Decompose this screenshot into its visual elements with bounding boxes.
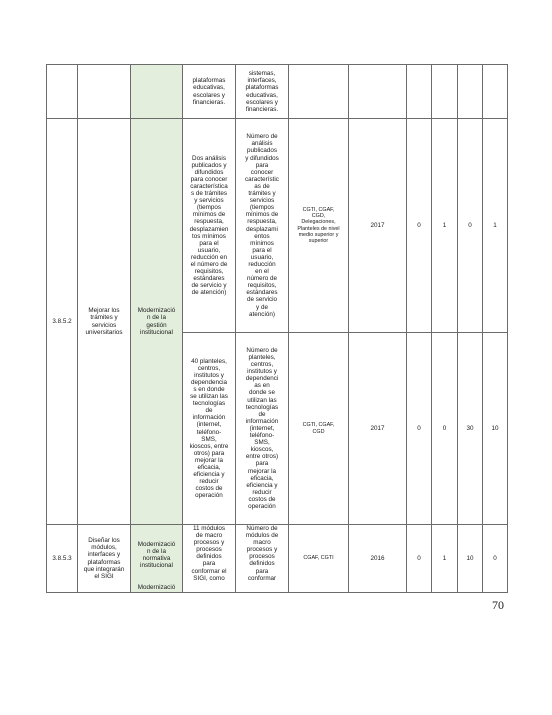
action-cell (78, 65, 131, 119)
code-cell (47, 65, 78, 119)
responsible-cell: CGAF, CGTI (289, 525, 349, 593)
value-cell (483, 65, 508, 119)
value-cell: 10 (458, 525, 483, 593)
table-row (47, 525, 508, 593)
action-cell: Diseñar los módulos, interfaces y plataformas que integrarán el SIGI (78, 525, 131, 593)
responsible-cell (289, 65, 349, 119)
value-cell: 0 (407, 525, 432, 593)
planning-table (46, 64, 508, 593)
responsible-cell: CGTI, CGAF, CGD, Delegaciones, Planteles de nivel medio superior y superior (289, 119, 349, 333)
category-cell: Modernizació n de la gestión institucional (131, 119, 183, 525)
category-text: Modernizació n de la normativa institucional (137, 540, 176, 570)
year-cell: 2016 (349, 525, 407, 593)
category-continuation-text: Modernizació (137, 583, 176, 591)
goal-cell: 11 módulos de macro procesos y procesos definidos para conformar el SIGI, como (183, 525, 236, 593)
category-cell (131, 525, 183, 593)
value-cell (407, 65, 432, 119)
value-cell: 0 (458, 119, 483, 333)
value-cell: 0 (483, 525, 508, 593)
indicator-cell: Número de módulos de macro procesos y procesos definidos para conformar (236, 525, 289, 593)
code-cell: 3.8.5.3 (47, 525, 78, 593)
indicator-cell: Número de planteles, centros, institutos y dependenci as en donde se utilizan las tecnologías de información (internet, teléfono- SMS, kioscos, entre otros) para mejorar la eficacia, eficiencia y reducir costos de operación (236, 333, 289, 525)
value-cell: 0 (407, 333, 432, 525)
goal-cell: plataformas educativas, escolares y financieras. (183, 65, 236, 119)
page-number: 70 (492, 598, 504, 612)
value-cell: 0 (432, 333, 458, 525)
value-cell: 30 (458, 333, 483, 525)
indicator-cell: sistemas, interfaces, plataformas educativas, escolares y financieras. (236, 65, 289, 119)
year-cell: 2017 (349, 119, 407, 333)
year-cell: 2017 (349, 333, 407, 525)
value-cell: 1 (432, 119, 458, 333)
year-cell (349, 65, 407, 119)
value-cell (432, 65, 458, 119)
table-row (47, 65, 508, 119)
category-cell (131, 65, 183, 119)
value-cell: 0 (407, 119, 432, 333)
code-cell: 3.8.5.2 (47, 119, 78, 525)
table-row (47, 119, 508, 333)
responsible-cell: CGTI, CGAF, CGD (289, 333, 349, 525)
value-cell (458, 65, 483, 119)
value-cell: 1 (483, 119, 508, 333)
goal-cell: Dos análisis publicados y difundidos para conocer característica s de trámites y servicios (tiempos mínimos de respuesta, desplazamien tos mínimos para el usuario, reducción en el número de requisitos, estándares de servicio y de atención) (183, 119, 236, 333)
action-cell: Mejorar los trámites y servicios universitarios (78, 119, 131, 525)
value-cell: 10 (483, 333, 508, 525)
goal-cell: 40 planteles, centros, institutos y dependencia s en donde se utilizan las tecnologías de información (internet, teléfono- SMS, kioscos, entre otros) para mejorar la eficacia, eficiencia y reducir costos de operación (183, 333, 236, 525)
value-cell: 1 (432, 525, 458, 593)
indicator-cell: Número de análisis publicados y difundidos para conocer característic as de trámites y servicios (tiempos mínimos de respuesta, desplazami entos mínimos para el usuario, reducción en el número de requisitos, estándares de servicio y de atención) (236, 119, 289, 333)
